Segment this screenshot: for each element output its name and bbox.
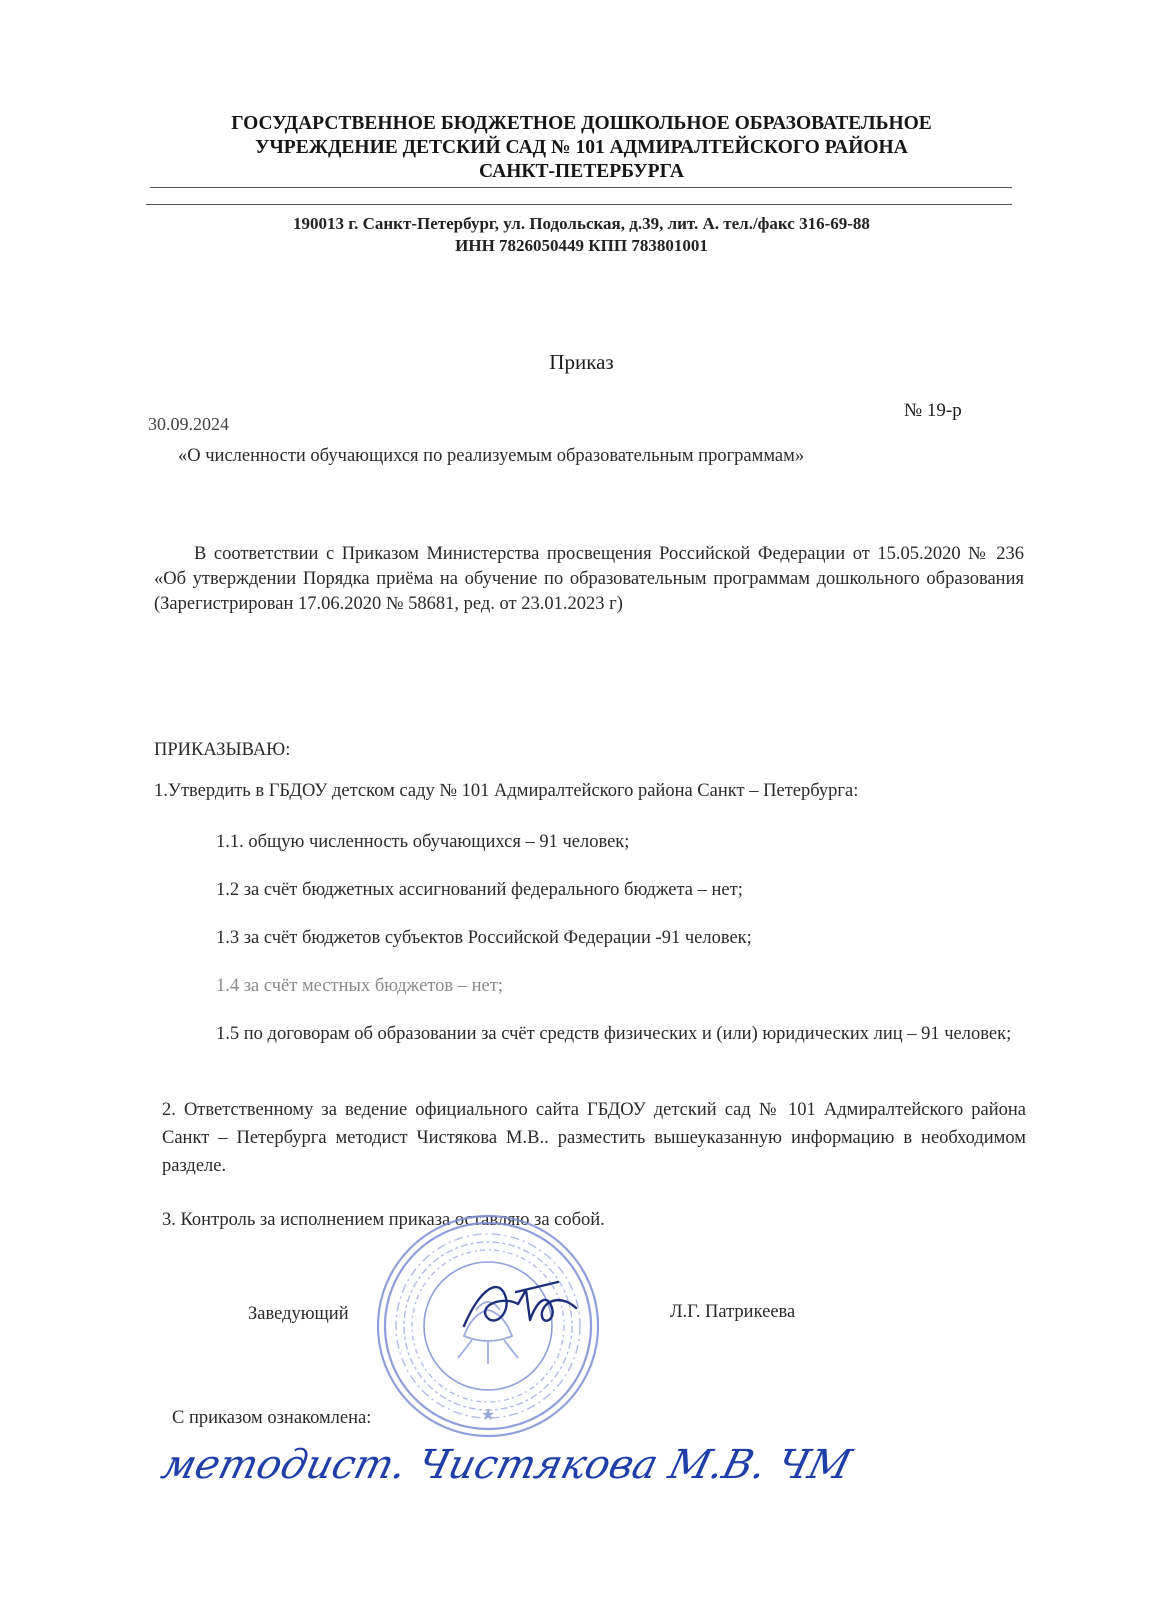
order-subject: «О численности обучающихся по реализуемым образовательным программам»	[178, 446, 805, 466]
directive-heading: ПРИКАЗЫВАЮ:	[154, 740, 291, 760]
signatory-position: Заведующий	[248, 1304, 349, 1324]
order-number: № 19-р	[904, 400, 962, 421]
org-name-line-1: ГОСУДАРСТВЕННОЕ БЮДЖЕТНОЕ ДОШКОЛЬНОЕ ОБРАЗОВАТЕЛЬНОЕ	[231, 113, 932, 134]
org-address: 190013 г. Санкт-Петербург, ул. Подольская, д.39, лит. А. тел./факс 316-69-88	[293, 214, 870, 233]
acknowledgement-handwriting	[157, 1428, 857, 1508]
item-2: 2. Ответственному за ведение официального сайта ГБДОУ детский сад № 101 Адмиралтейского района Санкт – Петербурга методист Чистякова М.В.. разместить вышеуказанную информацию в необходимом разделе.	[162, 1100, 1026, 1176]
handwritten-signature-text: методист. Чистякова М.В. ЧМ	[157, 1440, 857, 1488]
signatory-name: Л.Г. Патрикеева	[670, 1302, 796, 1322]
org-name-line-3: САНКТ-ПЕТЕРБУРГА	[479, 161, 684, 182]
document-title: Приказ	[549, 350, 614, 374]
preamble-paragraph: В соответствии с Приказом Министерства просвещения Российской Федерации от 15.05.2020 № 236 «Об утверждении Порядка приёма на обучение по образовательным программам дошкольного образования (Зарегистрирован 17.06.2020 № 58681, ред. от 23.01.2023 г)	[154, 544, 1024, 614]
item-1: 1.Утвердить в ГБДОУ детском саду № 101 Адмиралтейского района Санкт – Петербурга:	[154, 781, 859, 801]
item-3: 3. Контроль за исполнением приказа оставляю за собой.	[162, 1210, 605, 1230]
item-1-4: 1.4 за счёт местных бюджетов – нет;	[216, 976, 503, 996]
item-1-2: 1.2 за счёт бюджетных ассигнований федерального бюджета – нет;	[216, 880, 743, 900]
header-rule-bottom	[146, 204, 1012, 205]
org-name-line-2: УЧРЕЖДЕНИЕ ДЕТСКИЙ САД № 101 АДМИРАЛТЕЙСКОГО РАЙОНА	[255, 137, 908, 158]
item-1-5: 1.5 по договорам об образовании за счёт средств физических и (или) юридических лиц – 91 человек;	[216, 1024, 1012, 1044]
item-1-3: 1.3 за счёт бюджетов субъектов Российской Федерации -91 человек;	[216, 928, 752, 948]
order-date: 30.09.2024	[148, 414, 229, 434]
item-1-1: 1.1. общую численность обучающихся – 91 человек;	[216, 832, 630, 852]
manager-signature	[456, 1268, 586, 1348]
org-inn-kpp: ИНН 7826050449 КПП 783801001	[455, 236, 708, 255]
acknowledgement-label: С приказом ознакомлена:	[172, 1408, 372, 1428]
header-rule-top	[150, 187, 1012, 188]
svg-text:★: ★	[480, 1407, 496, 1424]
